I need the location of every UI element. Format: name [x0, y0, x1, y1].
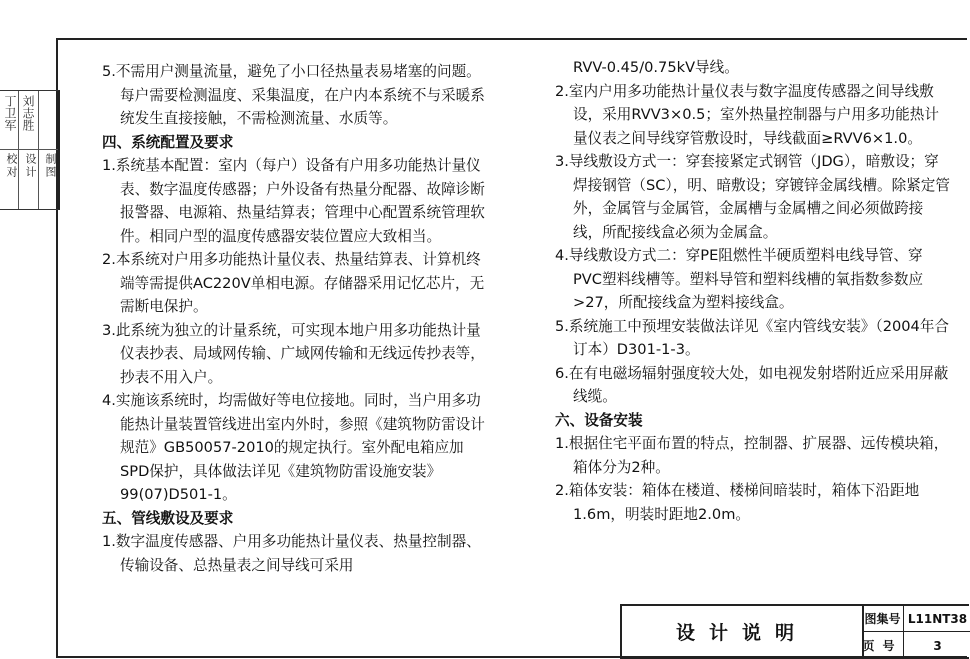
page-label: 页号 — [862, 632, 904, 659]
list-item: 2.本系统对户用多功能热计量仪表、热量结算表、计算机终端等需提供AC220V单相电源。存储器采用记忆芯片，无需断电保护。 — [102, 251, 485, 315]
label-check: 校对 — [5, 153, 18, 179]
list-item: 5.系统施工中预埋安装做法详见《室内管线安装》（2004年合订本）D301-1-3。 — [555, 317, 950, 358]
section-heading: 五、管线敷设及要求 — [102, 509, 234, 527]
list-item: 1.系统基本配置：室内（每户）设备有户用多功能热计量仪表、数字温度传感器；户外设备有热量分配器、故障诊断报警器、电源箱、热量结算表；管理中心配置系统管理软件。相同户型的温度传感器安装位置应大致相当。 — [102, 157, 485, 245]
list-item: 5.不需用户测量流量，避免了小口径热量表易堵塞的问题。每户需要检测温度、采集温度，在户内本系统不与采暖系统发生直接接触，不需检测流量、水质等。 — [102, 63, 485, 127]
list-item: 2.室内户用多功能热计量仪表与数字温度传感器之间导线敷设，采用RVV3×0.5；室外热量控制器与户用多功能热计量仪表之间导线穿管敷设时，导线截面≥RVV6×1.0。 — [555, 82, 939, 147]
list-item: 4.实施该系统时，均需做好等电位接地。同时，当户用多功能热计量装置管线进出室内外时，参照《建筑物防雷设计规范》GB50057-2010的规定执行。室外配电箱应加SPD保护，具体做法详见《建筑物防雷设施安装》99(07)D501-1。 — [102, 392, 485, 503]
atlas-number: L11NT38 — [904, 606, 970, 632]
label-draw: 制图 — [44, 153, 57, 179]
right-text-column — [555, 56, 950, 526]
list-item: 6.在有电磁场辐射强度较大处，如电视发射塔附近应采用屏蔽线缆。 — [555, 364, 949, 405]
label-design: 设计 — [24, 153, 37, 179]
continued-text: RVV-0.45/0.75kV导线。 — [573, 59, 739, 76]
list-item: 3.导线敷设方式一：穿套接紧定式钢管（JDG），暗敷设；穿焊接钢管（SC），明、暗敷设；穿镀锌金属线槽。除紧定管外，金属管与金属管，金属槽与金属槽之间必须做跨接线，所配接线盒必须为金属盒。 — [555, 153, 950, 241]
list-item: 4.导线敷设方式二：穿PE阻燃性半硬质塑料电线导管、穿PVC塑料线槽等。塑料导管和塑料线槽的氧指数参数应>27，所配接线盒为塑料接线盒。 — [555, 247, 924, 311]
signature-check: 丁卫军 — [3, 95, 17, 131]
atlas-label: 图集号 — [862, 606, 904, 632]
sheet-title: 设计说明 — [622, 606, 864, 657]
page-number: 3 — [933, 638, 942, 653]
left-text-column — [102, 60, 492, 577]
approval-strip — [0, 90, 60, 210]
section-heading: 四、系统配置及要求 — [102, 133, 234, 151]
list-item: 2.箱体安装：箱体在楼道、楼梯间暗装时，箱体下沿距地1.6m，明装时距地2.0m。 — [555, 482, 920, 523]
title-block — [620, 604, 969, 659]
list-item: 3.此系统为独立的计量系统，可实现本地户用多功能热计量仪表抄表、局域网传输、广域网传输和无线远传抄表等，抄表不用入户。 — [102, 321, 485, 386]
list-item: 1.根据住宅平面布置的特点，控制器、扩展器、远传模块箱，箱体分为2种。 — [555, 435, 949, 476]
signature-design: 刘志胜 — [21, 95, 35, 131]
list-item: 1.数字温度传感器、户用多功能热计量仪表、热量控制器、传输设备、总热量表之间导线可采用 — [102, 533, 481, 574]
section-heading: 六、设备安装 — [555, 411, 643, 429]
